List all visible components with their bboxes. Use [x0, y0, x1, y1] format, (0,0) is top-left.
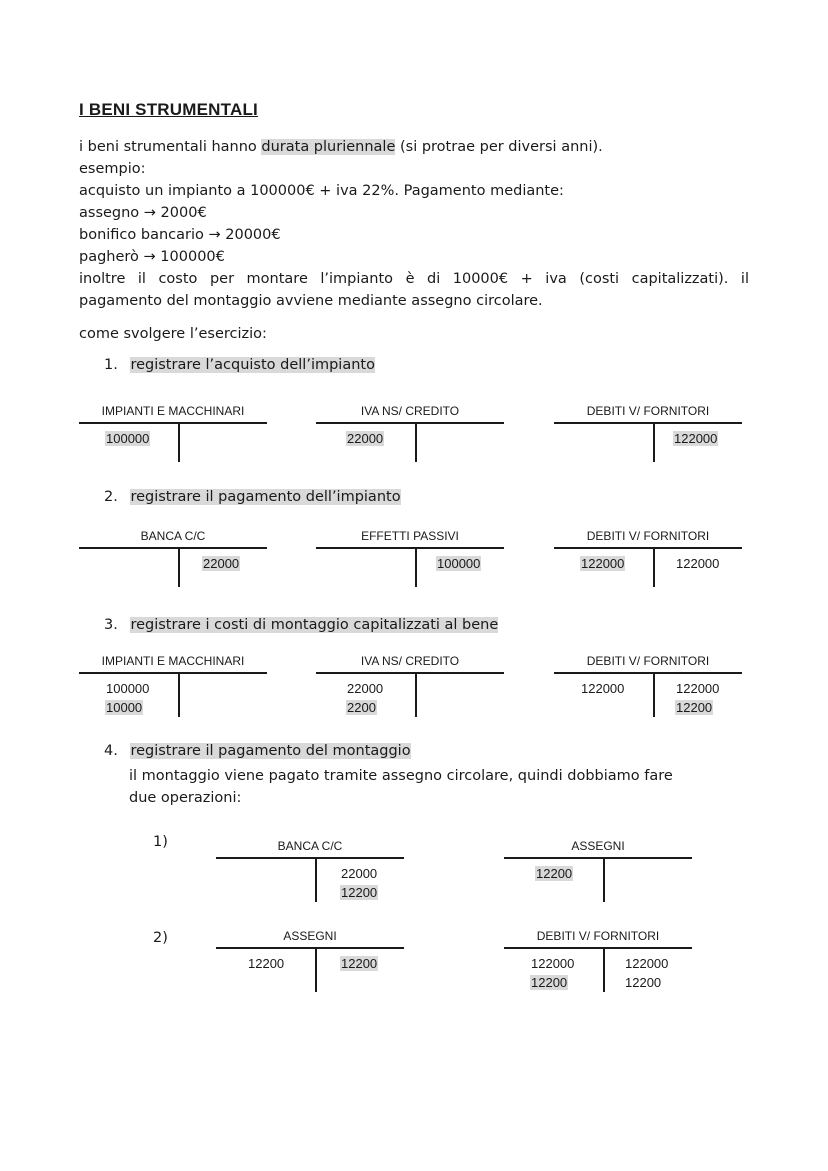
avere-value	[675, 679, 720, 698]
account-vline	[653, 672, 655, 717]
intro-line-9: come svolgere l’esercizio:	[79, 326, 267, 342]
dare-value	[105, 679, 150, 698]
dare-amount: 12200	[531, 975, 568, 990]
step-1	[104, 357, 375, 373]
account-hline	[504, 947, 692, 949]
account-vline	[603, 857, 605, 902]
avere-value	[340, 883, 378, 902]
step-label: registrare l’acquisto dell’impianto	[130, 357, 375, 373]
dare-value	[105, 429, 150, 448]
dare-value	[530, 954, 575, 973]
intro-text: (si protrae per diversi anni).	[395, 139, 603, 155]
account-hline	[216, 857, 404, 859]
avere-amount: 122000	[676, 681, 720, 696]
step-label: registrare i costi di montaggio capitalizzati al bene	[130, 617, 499, 633]
account-title: EFFETTI PASSIVI	[361, 529, 459, 543]
account-hline	[554, 672, 742, 674]
dare-amount: 22000	[347, 681, 384, 696]
account-hline	[554, 547, 742, 549]
step-number: 2.	[104, 489, 118, 505]
intro-line-4: assegno → 2000€	[79, 205, 207, 221]
account-hline	[316, 672, 504, 674]
avere-value	[675, 698, 713, 717]
avere-value	[436, 554, 481, 573]
dare-amount: 2200	[347, 700, 376, 715]
account-vline	[653, 547, 655, 587]
account-vline	[415, 422, 417, 462]
step-label: registrare il pagamento dell’impianto	[130, 489, 401, 505]
avere-value	[675, 554, 720, 573]
intro-text: i beni strumentali hanno	[79, 139, 262, 155]
intro-line-7: inoltre il costo per montare l’impianto è di 10000€ + iva (costi capitalizzati). il	[79, 271, 749, 287]
step-4-note-2: due operazioni:	[129, 790, 242, 806]
account-title: ASSEGNI	[571, 839, 625, 853]
account-hline	[554, 422, 742, 424]
dare-amount: 122000	[581, 681, 625, 696]
account-vline	[415, 547, 417, 587]
account-hline	[79, 547, 267, 549]
dare-amount: 12200	[248, 956, 285, 971]
dare-amount: 122000	[531, 956, 575, 971]
intro-line-5: bonifico bancario → 20000€	[79, 227, 281, 243]
avere-value	[673, 429, 718, 448]
account-vline	[178, 547, 180, 587]
dare-amount: 22000	[347, 431, 384, 446]
account-hline	[79, 672, 267, 674]
account-hline	[504, 857, 692, 859]
dare-value	[580, 679, 625, 698]
step-3	[104, 617, 498, 633]
dare-value	[535, 864, 573, 883]
account-hline	[79, 422, 267, 424]
avere-amount: 22000	[203, 556, 240, 571]
dare-value	[247, 954, 285, 973]
avere-amount: 22000	[341, 866, 378, 881]
operation-1-label: 1)	[153, 834, 168, 850]
dare-value	[346, 679, 384, 698]
account-title: BANCA C/C	[277, 839, 343, 853]
account-hline	[316, 422, 504, 424]
account-hline	[216, 947, 404, 949]
dare-amount: 122000	[581, 556, 625, 571]
dare-value	[580, 554, 625, 573]
account-title: DEBITI V/ FORNITORI	[536, 929, 660, 943]
step-label: registrare il pagamento del montaggio	[130, 743, 411, 759]
account-vline	[178, 672, 180, 717]
avere-amount: 100000	[437, 556, 481, 571]
account-title: IMPIANTI E MACCHINARI	[101, 404, 245, 418]
account-title: ASSEGNI	[283, 929, 337, 943]
dare-value	[105, 698, 143, 717]
dare-amount: 100000	[106, 431, 150, 446]
highlight-durata: durata pluriennale	[261, 139, 396, 155]
dare-value	[530, 973, 568, 992]
dare-amount: 10000	[106, 700, 143, 715]
account-title: DEBITI V/ FORNITORI	[586, 654, 710, 668]
step-number: 4.	[104, 743, 118, 759]
account-vline	[653, 422, 655, 462]
intro-line-2: esempio:	[79, 161, 146, 177]
operation-2-label: 2)	[153, 930, 168, 946]
avere-value	[340, 864, 378, 883]
dare-value	[346, 429, 384, 448]
account-title: IVA NS/ CREDITO	[360, 654, 460, 668]
avere-value	[202, 554, 240, 573]
account-title: IMPIANTI E MACCHINARI	[101, 654, 245, 668]
avere-amount: 12200	[625, 975, 662, 990]
step-2	[104, 489, 401, 505]
account-title: BANCA C/C	[140, 529, 206, 543]
intro-line-8: pagamento del montaggio avviene mediante assegno circolare.	[79, 293, 543, 309]
intro-line-3: acquisto un impianto a 100000€ + iva 22%. Pagamento mediante:	[79, 183, 564, 199]
account-vline	[603, 947, 605, 992]
account-title: DEBITI V/ FORNITORI	[586, 529, 710, 543]
account-title: DEBITI V/ FORNITORI	[586, 404, 710, 418]
page-title: I BENI STRUMENTALI	[79, 100, 258, 119]
avere-amount: 12200	[341, 885, 378, 900]
avere-value	[624, 954, 669, 973]
avere-amount: 12200	[676, 700, 713, 715]
account-title: IVA NS/ CREDITO	[360, 404, 460, 418]
account-vline	[315, 947, 317, 992]
dare-value	[346, 698, 377, 717]
avere-amount: 122000	[625, 956, 669, 971]
account-vline	[415, 672, 417, 717]
avere-amount: 122000	[674, 431, 718, 446]
step-4	[104, 743, 411, 759]
dare-amount: 12200	[536, 866, 573, 881]
intro-line-1	[79, 136, 603, 158]
step-4-note-1: il montaggio viene pagato tramite assegno circolare, quindi dobbiamo fare	[129, 768, 673, 784]
step-number: 1.	[104, 357, 118, 373]
account-vline	[315, 857, 317, 902]
avere-amount: 122000	[676, 556, 720, 571]
account-vline	[178, 422, 180, 462]
step-number: 3.	[104, 617, 118, 633]
avere-value	[340, 954, 378, 973]
avere-value	[624, 973, 662, 992]
account-hline	[316, 547, 504, 549]
avere-amount: 12200	[341, 956, 378, 971]
intro-line-6: pagherò → 100000€	[79, 249, 225, 265]
dare-amount: 100000	[106, 681, 150, 696]
